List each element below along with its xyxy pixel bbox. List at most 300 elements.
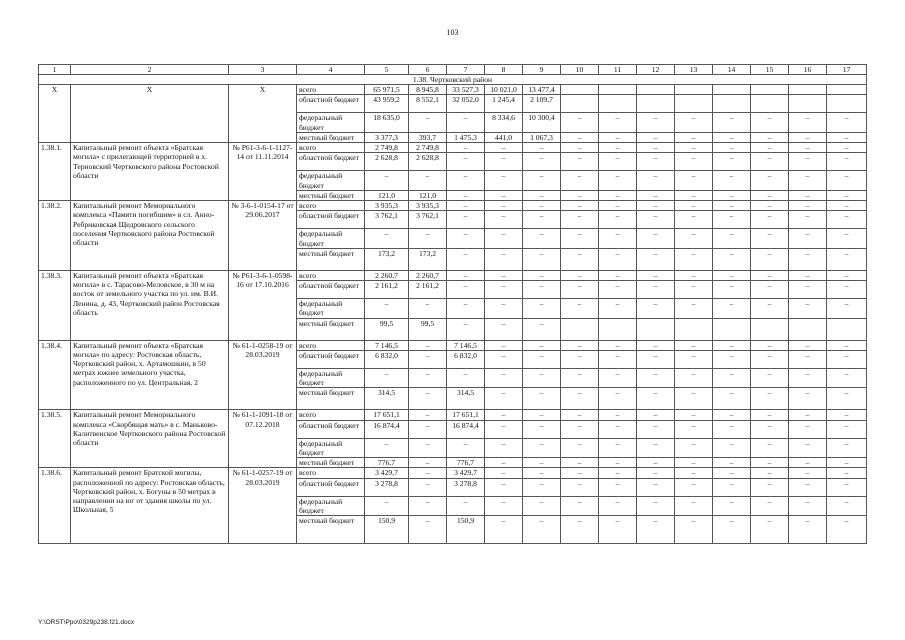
funding-value: –: [561, 350, 599, 368]
funding-source: местный бюджет: [297, 458, 365, 468]
funding-value: 17 651,1: [365, 410, 409, 420]
funding-value: –: [827, 229, 867, 249]
column-number: 9: [523, 65, 561, 75]
column-number: 8: [485, 65, 523, 75]
funding-value: –: [599, 201, 637, 211]
summary-row: [39, 85, 867, 95]
funding-source: всего: [297, 85, 365, 95]
funding-value: –: [637, 248, 675, 270]
funding-value: –: [675, 248, 713, 270]
funding-value: –: [365, 229, 409, 249]
funding-value: –: [599, 171, 637, 191]
funding-value: –: [751, 113, 789, 133]
funding-value: –: [789, 410, 827, 420]
funding-source: областной бюджет: [297, 153, 365, 171]
funding-value: –: [789, 143, 827, 153]
funding-value: –: [751, 496, 789, 516]
funding-value: –: [789, 496, 827, 516]
funding-value: –: [789, 229, 827, 249]
funding-value: –: [751, 132, 789, 142]
column-number: 12: [637, 65, 675, 75]
funding-value: –: [751, 368, 789, 388]
funding-value: –: [675, 281, 713, 299]
funding-value: –: [675, 388, 713, 410]
funding-value: –: [827, 410, 867, 420]
funding-value: –: [713, 132, 751, 142]
funding-value: 65 971,5: [365, 85, 409, 95]
column-number: 11: [599, 65, 637, 75]
funding-value: –: [827, 299, 867, 319]
funding-value: –: [523, 229, 561, 249]
funding-value: –: [713, 496, 751, 516]
funding-value: –: [485, 516, 523, 544]
funding-value: –: [409, 388, 447, 410]
funding-value: –: [713, 248, 751, 270]
funding-value: –: [675, 171, 713, 191]
funding-value: –: [561, 201, 599, 211]
funding-value: 2 109,7: [523, 95, 561, 113]
funding-value: –: [827, 388, 867, 410]
funding-source: всего: [297, 270, 365, 280]
funding-value: –: [365, 171, 409, 191]
funding-value: [789, 318, 827, 340]
funding-value: –: [789, 153, 827, 171]
funding-source: местный бюджет: [297, 132, 365, 142]
funding-value: –: [789, 478, 827, 496]
funding-value: –: [447, 248, 485, 270]
column-number: 1: [39, 65, 71, 75]
funding-value: –: [561, 299, 599, 319]
funding-value: –: [789, 113, 827, 133]
program-table: [38, 64, 867, 544]
funding-value: –: [751, 270, 789, 280]
funding-value: –: [447, 211, 485, 229]
funding-value: –: [675, 211, 713, 229]
expertise-document: № 3-6-1-0154-17 от 29.06.2017: [229, 201, 297, 271]
funding-value: 314,5: [365, 388, 409, 410]
funding-value: –: [523, 410, 561, 420]
funding-value: [789, 95, 827, 113]
funding-value: –: [751, 438, 789, 458]
funding-source: местный бюджет: [297, 318, 365, 340]
funding-value: –: [789, 350, 827, 368]
funding-value: 10 300,4: [523, 113, 561, 133]
funding-value: –: [675, 190, 713, 200]
funding-value: [637, 95, 675, 113]
funding-value: 3 762,1: [365, 211, 409, 229]
funding-value: –: [789, 468, 827, 478]
column-number: 15: [751, 65, 789, 75]
expertise-document: № 61-1-0257-19 от 28.03.2019: [229, 468, 297, 544]
funding-value: –: [523, 368, 561, 388]
funding-value: –: [485, 350, 523, 368]
funding-value: –: [789, 340, 827, 350]
funding-value: –: [789, 299, 827, 319]
item-number: 1.38.3.: [39, 270, 71, 340]
funding-value: –: [409, 478, 447, 496]
funding-value: [599, 95, 637, 113]
funding-value: –: [485, 420, 523, 438]
item-row: [39, 270, 867, 280]
funding-value: –: [713, 153, 751, 171]
funding-value: –: [485, 458, 523, 468]
funding-source: областной бюджет: [297, 95, 365, 113]
funding-value: –: [675, 410, 713, 420]
funding-value: 32 052,0: [447, 95, 485, 113]
funding-value: 776,7: [365, 458, 409, 468]
funding-value: 17 651,1: [447, 410, 485, 420]
funding-value: –: [485, 299, 523, 319]
funding-source: областной бюджет: [297, 281, 365, 299]
funding-source: федеральный бюджет: [297, 113, 365, 133]
funding-value: –: [789, 516, 827, 544]
funding-value: –: [675, 143, 713, 153]
funding-value: –: [523, 281, 561, 299]
funding-value: 1 245,4: [485, 95, 523, 113]
funding-value: –: [789, 201, 827, 211]
funding-value: –: [561, 248, 599, 270]
funding-value: –: [675, 340, 713, 350]
funding-value: –: [561, 420, 599, 438]
funding-value: –: [751, 153, 789, 171]
funding-value: –: [637, 410, 675, 420]
funding-source: местный бюджет: [297, 516, 365, 544]
funding-value: –: [447, 229, 485, 249]
funding-value: 18 635,0: [365, 113, 409, 133]
funding-source: всего: [297, 340, 365, 350]
funding-value: –: [561, 438, 599, 458]
funding-value: –: [523, 458, 561, 468]
funding-value: [789, 85, 827, 95]
funding-value: –: [827, 478, 867, 496]
funding-value: –: [561, 113, 599, 133]
funding-value: –: [751, 281, 789, 299]
funding-value: 150,9: [365, 516, 409, 544]
page-number: 103: [446, 28, 459, 37]
funding-value: –: [713, 410, 751, 420]
funding-value: –: [447, 496, 485, 516]
funding-value: –: [409, 496, 447, 516]
funding-value: 13 477,4: [523, 85, 561, 95]
funding-value: –: [675, 229, 713, 249]
funding-value: –: [561, 496, 599, 516]
funding-value: –: [713, 171, 751, 191]
funding-value: –: [713, 299, 751, 319]
funding-value: 2 628,8: [365, 153, 409, 171]
funding-value: –: [599, 388, 637, 410]
funding-value: –: [485, 190, 523, 200]
column-number: 16: [789, 65, 827, 75]
funding-value: 121,0: [365, 190, 409, 200]
funding-value: [675, 318, 713, 340]
funding-value: –: [675, 368, 713, 388]
funding-value: 3 935,3: [409, 201, 447, 211]
funding-value: –: [675, 132, 713, 142]
funding-value: –: [675, 516, 713, 544]
funding-value: –: [599, 132, 637, 142]
funding-value: –: [713, 340, 751, 350]
object-name: Капитальный ремонт объекта «Братская могила» по адресу: Ростовская область, Чертковский район, х. Артамошкин, в 50 метрах южнее земельного участка, расположенного по ул. Центральная, 2: [71, 340, 229, 410]
funding-source: федеральный бюджет: [297, 368, 365, 388]
funding-value: –: [561, 153, 599, 171]
funding-value: –: [485, 281, 523, 299]
funding-value: –: [447, 153, 485, 171]
funding-value: –: [675, 438, 713, 458]
funding-value: –: [599, 478, 637, 496]
funding-value: [599, 85, 637, 95]
funding-value: –: [561, 340, 599, 350]
funding-value: 2 260,7: [409, 270, 447, 280]
funding-value: –: [561, 458, 599, 468]
funding-value: –: [447, 201, 485, 211]
funding-value: [675, 85, 713, 95]
funding-value: –: [485, 201, 523, 211]
funding-value: –: [637, 190, 675, 200]
funding-value: –: [485, 496, 523, 516]
funding-value: –: [751, 340, 789, 350]
funding-value: –: [675, 201, 713, 211]
funding-value: –: [599, 368, 637, 388]
funding-value: [599, 318, 637, 340]
funding-value: 2 161,2: [365, 281, 409, 299]
funding-value: –: [789, 281, 827, 299]
funding-value: –: [523, 516, 561, 544]
item-number: 1.38.6.: [39, 468, 71, 544]
funding-source: федеральный бюджет: [297, 171, 365, 191]
funding-source: всего: [297, 468, 365, 478]
funding-value: –: [523, 478, 561, 496]
funding-value: –: [675, 468, 713, 478]
funding-value: –: [675, 420, 713, 438]
funding-value: –: [447, 270, 485, 280]
funding-value: –: [751, 458, 789, 468]
item-row: [39, 340, 867, 350]
funding-value: –: [561, 281, 599, 299]
funding-value: –: [447, 299, 485, 319]
funding-value: –: [561, 468, 599, 478]
funding-value: –: [789, 388, 827, 410]
funding-value: –: [713, 229, 751, 249]
funding-value: 150,9: [447, 516, 485, 544]
funding-value: –: [751, 248, 789, 270]
funding-value: –: [599, 299, 637, 319]
funding-value: [675, 95, 713, 113]
funding-value: –: [599, 420, 637, 438]
funding-value: –: [751, 478, 789, 496]
funding-value: –: [637, 299, 675, 319]
funding-value: –: [561, 171, 599, 191]
funding-value: –: [485, 438, 523, 458]
funding-value: 7 146,5: [447, 340, 485, 350]
funding-value: –: [561, 388, 599, 410]
funding-value: –: [789, 368, 827, 388]
funding-value: –: [409, 420, 447, 438]
funding-value: –: [637, 132, 675, 142]
funding-value: –: [827, 368, 867, 388]
object-name: Капитальный ремонт Братской могилы, расположенной по адресу: Ростовская область, Чертковский район, х. Богуны в 50 метрах в направлении на юг от здания школы по ул. Школьная, 5: [71, 468, 229, 544]
funding-value: –: [827, 270, 867, 280]
funding-value: –: [409, 516, 447, 544]
funding-value: –: [561, 132, 599, 142]
funding-value: –: [713, 438, 751, 458]
funding-value: [827, 85, 867, 95]
funding-value: –: [713, 478, 751, 496]
funding-value: –: [751, 468, 789, 478]
object-name: X: [71, 85, 229, 143]
funding-value: –: [675, 153, 713, 171]
funding-value: –: [485, 171, 523, 191]
funding-value: 3 762,1: [409, 211, 447, 229]
funding-value: –: [789, 438, 827, 458]
funding-value: –: [599, 270, 637, 280]
funding-value: –: [409, 458, 447, 468]
funding-value: –: [637, 438, 675, 458]
column-number: 2: [71, 65, 229, 75]
funding-source: федеральный бюджет: [297, 299, 365, 319]
funding-value: –: [751, 350, 789, 368]
funding-value: –: [485, 143, 523, 153]
funding-value: –: [675, 270, 713, 280]
funding-value: –: [523, 201, 561, 211]
funding-value: –: [561, 516, 599, 544]
funding-value: –: [789, 248, 827, 270]
funding-value: 173,2: [365, 248, 409, 270]
funding-value: –: [789, 171, 827, 191]
funding-value: –: [523, 350, 561, 368]
funding-value: –: [599, 458, 637, 468]
funding-source: всего: [297, 143, 365, 153]
funding-value: 3 278,8: [447, 478, 485, 496]
funding-source: федеральный бюджет: [297, 438, 365, 458]
funding-value: –: [409, 350, 447, 368]
item-number: 1.38.5.: [39, 410, 71, 468]
funding-value: –: [713, 388, 751, 410]
funding-value: –: [599, 438, 637, 458]
funding-value: –: [827, 153, 867, 171]
funding-source: всего: [297, 410, 365, 420]
funding-value: –: [447, 171, 485, 191]
funding-source: федеральный бюджет: [297, 496, 365, 516]
funding-value: –: [637, 201, 675, 211]
funding-value: 1 067,3: [523, 132, 561, 142]
funding-value: –: [561, 270, 599, 280]
funding-source: областной бюджет: [297, 350, 365, 368]
funding-value: –: [485, 340, 523, 350]
column-number: 5: [365, 65, 409, 75]
funding-value: –: [713, 143, 751, 153]
funding-value: 6 832,0: [447, 350, 485, 368]
funding-value: –: [751, 410, 789, 420]
funding-value: –: [713, 368, 751, 388]
item-number: 1.38.2.: [39, 201, 71, 271]
funding-value: [713, 318, 751, 340]
funding-value: –: [713, 350, 751, 368]
funding-value: –: [713, 468, 751, 478]
funding-value: –: [485, 270, 523, 280]
funding-value: –: [713, 113, 751, 133]
funding-value: –: [827, 201, 867, 211]
funding-value: 16 874,4: [447, 420, 485, 438]
funding-value: 3 377,3: [365, 132, 409, 142]
funding-value: –: [365, 438, 409, 458]
column-number: 13: [675, 65, 713, 75]
funding-value: –: [447, 438, 485, 458]
funding-value: –: [599, 143, 637, 153]
funding-value: –: [485, 229, 523, 249]
item-number: X: [39, 85, 71, 143]
funding-value: –: [523, 318, 561, 340]
funding-value: –: [675, 350, 713, 368]
funding-source: областной бюджет: [297, 420, 365, 438]
funding-value: –: [827, 438, 867, 458]
funding-value: –: [485, 478, 523, 496]
funding-value: –: [447, 143, 485, 153]
funding-value: –: [409, 368, 447, 388]
funding-value: 2 749,8: [409, 143, 447, 153]
object-name: Капитальный ремонт Мемориального комплекса «Памяти погибшим» в сл. Анно-Ребриковская Щедровского сельского поселения Чертковского района Ростовской области: [71, 201, 229, 271]
funding-value: [713, 85, 751, 95]
funding-value: –: [523, 438, 561, 458]
funding-value: –: [713, 211, 751, 229]
funding-value: –: [599, 468, 637, 478]
funding-value: –: [713, 516, 751, 544]
funding-value: –: [637, 496, 675, 516]
funding-value: –: [827, 516, 867, 544]
funding-value: 16 874,4: [365, 420, 409, 438]
funding-value: 3 429,7: [365, 468, 409, 478]
funding-value: [561, 318, 599, 340]
funding-source: местный бюджет: [297, 388, 365, 410]
funding-value: 3 278,8: [365, 478, 409, 496]
funding-value: –: [637, 420, 675, 438]
funding-source: местный бюджет: [297, 248, 365, 270]
funding-value: –: [637, 281, 675, 299]
funding-value: –: [637, 468, 675, 478]
funding-value: [637, 318, 675, 340]
funding-value: –: [637, 516, 675, 544]
funding-value: 8 334,6: [485, 113, 523, 133]
column-number: 4: [297, 65, 365, 75]
funding-value: –: [713, 281, 751, 299]
funding-value: –: [365, 299, 409, 319]
funding-value: –: [485, 410, 523, 420]
funding-value: –: [561, 229, 599, 249]
column-number: 10: [561, 65, 599, 75]
funding-value: –: [751, 516, 789, 544]
column-number: 17: [827, 65, 867, 75]
funding-value: –: [409, 171, 447, 191]
funding-value: –: [713, 420, 751, 438]
funding-value: –: [637, 458, 675, 468]
funding-value: –: [637, 350, 675, 368]
funding-value: [561, 95, 599, 113]
funding-value: [713, 95, 751, 113]
funding-value: –: [523, 468, 561, 478]
funding-value: –: [447, 318, 485, 340]
expertise-document: № Р61-3-6-1-0598-16 от 17.10.2016: [229, 270, 297, 340]
funding-value: –: [485, 211, 523, 229]
funding-value: –: [523, 496, 561, 516]
funding-value: –: [751, 420, 789, 438]
funding-value: –: [675, 299, 713, 319]
funding-value: –: [523, 153, 561, 171]
funding-value: 1 475,3: [447, 132, 485, 142]
funding-value: –: [599, 496, 637, 516]
funding-value: –: [637, 113, 675, 133]
funding-value: –: [561, 368, 599, 388]
funding-value: 33 527,3: [447, 85, 485, 95]
funding-value: –: [409, 299, 447, 319]
